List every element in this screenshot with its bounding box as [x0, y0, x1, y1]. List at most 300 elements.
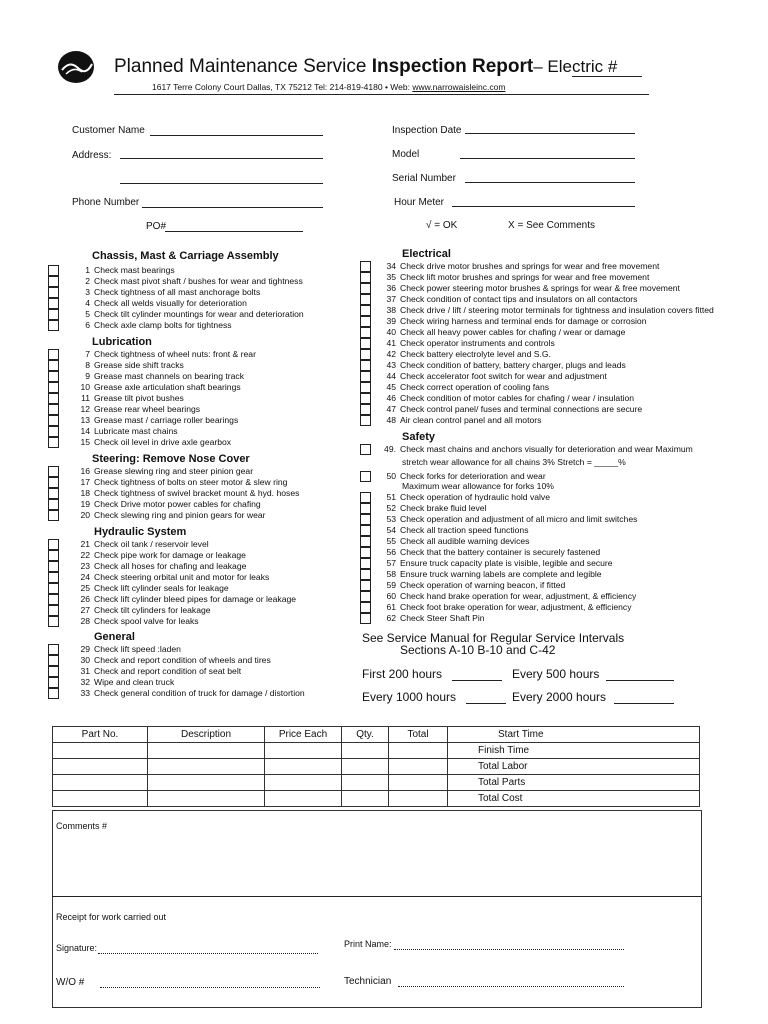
- item-checkbox[interactable]: [360, 492, 371, 503]
- every-1000-field[interactable]: [466, 703, 506, 704]
- checklist-item: [378, 547, 600, 557]
- section-general: General: [94, 631, 135, 643]
- print-name-label: Print Name:: [344, 939, 392, 949]
- checklist-item: [378, 404, 642, 414]
- address-text: 1617 Terre Colony Court Dallas, TX 75212 Tel: 214-819-4180 • Web:: [152, 82, 410, 92]
- item-checkbox[interactable]: [360, 349, 371, 360]
- phone-field[interactable]: [142, 207, 323, 208]
- item-text: Check steering orbital unit and motor for leaks: [94, 572, 270, 582]
- cell[interactable]: [265, 775, 342, 791]
- item-checkbox[interactable]: [48, 605, 59, 616]
- comments-label: Comments #: [56, 821, 108, 831]
- total-parts[interactable]: Total Parts: [448, 775, 700, 791]
- item-number: 11: [81, 393, 90, 403]
- item-checkbox[interactable]: [360, 444, 371, 455]
- item-number: 52: [386, 503, 396, 513]
- checklist-item: [378, 283, 680, 293]
- checklist-item: [402, 481, 554, 491]
- cell[interactable]: [342, 775, 389, 791]
- checklist-item: [378, 393, 634, 403]
- item-text: Check foot brake operation for wear, adjustment, & efficiency: [400, 602, 632, 612]
- item-number: 43: [386, 360, 396, 370]
- item-text: Check slewing ring and pinion gears for wear: [94, 510, 266, 520]
- cell[interactable]: [148, 759, 265, 775]
- item-number: 44: [386, 371, 396, 381]
- cell[interactable]: [53, 775, 148, 791]
- parts-table: [52, 726, 700, 807]
- item-text: Check battery electrolyte level and S.G.: [400, 349, 551, 359]
- section-safety: Safety: [402, 431, 436, 443]
- item-text: Check Steer Shaft Pin: [400, 613, 485, 623]
- item-checkbox[interactable]: [48, 655, 59, 666]
- technician-label: Technician: [344, 976, 392, 987]
- model-label: Model: [392, 149, 420, 160]
- item-number: 6: [85, 320, 90, 330]
- customer-name-field[interactable]: [150, 135, 323, 136]
- cell[interactable]: [389, 775, 448, 791]
- item-checkbox[interactable]: [360, 382, 371, 393]
- section-steering: Steering: Remove Nose Cover: [92, 453, 250, 465]
- checklist-item: [378, 261, 659, 271]
- item-number: 33: [80, 688, 90, 698]
- every-500-field[interactable]: [606, 680, 674, 681]
- checklist-item: [378, 327, 625, 337]
- item-text: Wipe and clean truck: [94, 677, 175, 687]
- item-number: 45: [386, 382, 396, 392]
- checklist-item: [72, 371, 244, 381]
- every-2000-label: Every 2000 hours: [512, 690, 607, 704]
- checklist-item: [72, 309, 304, 319]
- item-checkbox[interactable]: [48, 561, 59, 572]
- item-checkbox[interactable]: [360, 547, 371, 558]
- item-checkbox[interactable]: [48, 309, 59, 320]
- item-checkbox[interactable]: [48, 488, 59, 499]
- item-checkbox[interactable]: [360, 613, 371, 624]
- item-number: 48: [386, 415, 396, 425]
- item-text: Check operator instruments and controls: [400, 338, 555, 348]
- item-checkbox[interactable]: [48, 371, 59, 382]
- item-text: Check mast bearings: [94, 265, 175, 275]
- checklist-item: [72, 655, 271, 665]
- item-number: 51: [386, 492, 396, 502]
- checklist-item: [378, 294, 637, 304]
- po-field[interactable]: [165, 231, 303, 232]
- checklist-item: [378, 569, 602, 579]
- checklist-item: [378, 316, 646, 326]
- checklist-item: [72, 477, 287, 487]
- item-text: Grease slewing ring and steer pinion gear: [94, 466, 254, 476]
- item-number: 37: [386, 294, 396, 304]
- item-checkbox[interactable]: [48, 666, 59, 677]
- item-number: 16: [80, 466, 90, 476]
- checklist-item: [378, 536, 529, 546]
- checklist-item: [378, 580, 565, 590]
- cell[interactable]: [265, 759, 342, 775]
- item-checkbox[interactable]: [360, 393, 371, 404]
- item-checkbox[interactable]: [48, 677, 59, 688]
- checklist-item: [378, 471, 546, 481]
- checklist-item: [402, 457, 626, 467]
- address-field-1[interactable]: [120, 158, 323, 159]
- item-checkbox[interactable]: [48, 594, 59, 605]
- item-number: 4: [85, 298, 90, 308]
- item-text: Check and report condition of seat belt: [94, 666, 242, 676]
- item-text: Check lift cylinder bleed pipes for damage or leakage: [94, 594, 297, 604]
- item-checkbox[interactable]: [360, 360, 371, 371]
- checklist-item: [378, 360, 626, 370]
- item-number: 38: [386, 305, 396, 315]
- item-checkbox[interactable]: [48, 477, 59, 488]
- checklist-item: [72, 677, 174, 687]
- cell[interactable]: [265, 743, 342, 759]
- item-text: Check pipe work for damage or leakage: [94, 550, 246, 560]
- item-text: Check all audible warning devices: [400, 536, 530, 546]
- checklist-item: [378, 503, 486, 513]
- item-checkbox[interactable]: [360, 602, 371, 613]
- cell[interactable]: [389, 743, 448, 759]
- item-number: 36: [386, 283, 396, 293]
- item-number: 19: [80, 499, 90, 509]
- item-checkbox[interactable]: [48, 349, 59, 360]
- item-checkbox[interactable]: [360, 404, 371, 415]
- item-number: 31: [80, 666, 90, 676]
- item-number: 15: [80, 437, 90, 447]
- checklist-item: [378, 525, 529, 535]
- item-checkbox[interactable]: [48, 320, 59, 331]
- table-row: [53, 775, 700, 791]
- item-number: 32: [80, 677, 90, 687]
- item-text: Check oil level in drive axle gearbox: [94, 437, 232, 447]
- checklist-item: [378, 492, 550, 502]
- item-text: Ensure truck capacity plate is visible, legible and secure: [400, 558, 613, 568]
- hour-meter-label: Hour Meter: [394, 197, 445, 208]
- checklist-item: [72, 426, 178, 436]
- item-text: Check that the battery container is securely fastened: [400, 547, 601, 557]
- cell[interactable]: [389, 791, 448, 807]
- item-number: 58: [386, 569, 396, 579]
- item-checkbox[interactable]: [360, 525, 371, 536]
- item-text: Check accelerator foot switch for wear and adjustment: [400, 371, 607, 381]
- item-checkbox[interactable]: [48, 426, 59, 437]
- cell[interactable]: [148, 791, 265, 807]
- item-number: 56: [386, 547, 396, 557]
- item-number: 5: [85, 309, 90, 319]
- technician-field[interactable]: [398, 986, 624, 987]
- item-number: 27: [80, 605, 90, 615]
- item-checkbox[interactable]: [48, 287, 59, 298]
- checklist-item: [72, 393, 184, 403]
- item-number: 47: [386, 404, 396, 414]
- website-link[interactable]: www.narrowaisleinc.com: [412, 82, 506, 92]
- item-text: Check wiring harness and terminal ends for damage or corrosion: [400, 316, 647, 326]
- checklist-item: [378, 338, 555, 348]
- item-text: Check condition of motor cables for chafing / wear / insulation: [400, 393, 635, 403]
- item-number: 23: [80, 561, 90, 571]
- col-part-no: Part No.: [53, 727, 148, 743]
- item-number: 25: [80, 583, 90, 593]
- item-text: Check axle clamp bolts for tightness: [94, 320, 232, 330]
- item-text: Check all traction speed functions: [400, 525, 529, 535]
- first-200-field[interactable]: [452, 680, 502, 681]
- every-2000-field[interactable]: [614, 703, 674, 704]
- checklist-item: [72, 510, 266, 520]
- checklist-item: [72, 349, 256, 359]
- item-number: 53: [386, 514, 396, 524]
- checklist-item: [378, 558, 613, 568]
- total-cost[interactable]: Total Cost: [448, 791, 700, 807]
- item-text: Check tightness of swivel bracket mount & hyd. hoses: [94, 488, 300, 498]
- cell[interactable]: [342, 759, 389, 775]
- item-checkbox[interactable]: [360, 569, 371, 580]
- item-number: 35: [386, 272, 396, 282]
- checklist-item: [378, 591, 636, 601]
- wo-field[interactable]: [100, 987, 320, 988]
- item-number: 3: [85, 287, 90, 297]
- item-checkbox[interactable]: [360, 294, 371, 305]
- table-row: [53, 759, 700, 775]
- service-sections: Sections A-10 B-10 and C-42: [400, 643, 556, 657]
- item-text: Check tightness of all mast anchorage bolts: [94, 287, 261, 297]
- every-500-label: Every 500 hours: [512, 667, 600, 681]
- item-number: 17: [80, 477, 90, 487]
- item-text: Maximum wear allowance for forks 10%: [402, 481, 554, 491]
- checklist-item: [72, 360, 184, 370]
- item-number: 12: [80, 404, 90, 414]
- title-main: Planned Maintenance Service: [114, 56, 367, 77]
- item-text: Check tightness of bolts on steer motor & slew ring: [94, 477, 288, 487]
- item-number: 13: [80, 415, 90, 425]
- checklist-item: [72, 320, 232, 330]
- item-text: Check operation of hydraulic hold valve: [400, 492, 551, 502]
- cell[interactable]: [148, 775, 265, 791]
- first-200-label: First 200 hours: [362, 667, 443, 681]
- item-checkbox[interactable]: [48, 298, 59, 309]
- item-text: Check brake fluid level: [400, 503, 487, 513]
- item-text: Check mast pivot shaft / bushes for wear and tightness: [94, 276, 303, 286]
- signature-field[interactable]: [98, 953, 318, 954]
- checklist-item: [378, 602, 632, 612]
- item-checkbox[interactable]: [360, 371, 371, 382]
- checklist-item: [72, 572, 269, 582]
- item-number: 22: [80, 550, 90, 560]
- checklist-item: [72, 404, 200, 414]
- title-rest: – Electric #: [533, 57, 618, 76]
- item-number: 30: [80, 655, 90, 665]
- item-text: Check all hoses for chafing and leakage: [94, 561, 247, 571]
- item-number: 60: [386, 591, 396, 601]
- item-text: stretch wear allowance for all chains 3% Stretch = _____%: [402, 457, 626, 467]
- total-labor[interactable]: Total Labor: [448, 759, 700, 775]
- cell[interactable]: [389, 759, 448, 775]
- cell[interactable]: [342, 791, 389, 807]
- finish-time[interactable]: Finish Time: [448, 743, 700, 759]
- item-checkbox[interactable]: [48, 437, 59, 448]
- item-checkbox[interactable]: [360, 503, 371, 514]
- item-number: 2: [85, 276, 90, 286]
- item-number: 55: [386, 536, 396, 546]
- checklist-item: [378, 371, 607, 381]
- checklist-item: [72, 605, 211, 615]
- start-time[interactable]: Start Time: [448, 727, 700, 743]
- item-checkbox[interactable]: [48, 616, 59, 627]
- section-chassis: Chassis, Mast & Carriage Assembly: [92, 250, 279, 262]
- item-checkbox[interactable]: [48, 393, 59, 404]
- checklist-item: [72, 688, 305, 698]
- serial-field[interactable]: [465, 182, 635, 183]
- item-text: Check operation and adjustment of all micro and limit switches: [400, 514, 638, 524]
- item-number: 29: [80, 644, 90, 654]
- item-checkbox[interactable]: [360, 327, 371, 338]
- checklist-item: [72, 561, 246, 571]
- ok-legend: √ = OK: [426, 220, 458, 231]
- item-checkbox[interactable]: [48, 499, 59, 510]
- item-number: 7: [85, 349, 90, 359]
- item-text: Grease tilt pivot bushes: [94, 393, 184, 403]
- item-number: 34: [386, 261, 396, 271]
- checklist-item: [72, 616, 199, 626]
- inspection-date-field[interactable]: [465, 133, 635, 134]
- item-checkbox[interactable]: [48, 382, 59, 393]
- item-text: Ensure truck warning labels are complete and legible: [400, 569, 602, 579]
- item-text: Check operation of warning beacon, if fitted: [400, 580, 566, 590]
- cell[interactable]: [53, 743, 148, 759]
- item-checkbox[interactable]: [48, 415, 59, 426]
- item-number: 28: [80, 616, 90, 626]
- checklist-item: [378, 444, 693, 454]
- every-1000-label: Every 1000 hours: [362, 690, 457, 704]
- item-checkbox[interactable]: [48, 550, 59, 561]
- item-number: 50: [386, 471, 396, 481]
- item-text: Check condition of battery, battery charger, plugs and leads: [400, 360, 626, 370]
- item-text: Check lift cylinder seals for leakage: [94, 583, 229, 593]
- checklist-item: [378, 305, 714, 315]
- company-address: [152, 82, 505, 92]
- item-checkbox[interactable]: [48, 688, 59, 699]
- item-checkbox[interactable]: [48, 510, 59, 521]
- item-checkbox[interactable]: [360, 338, 371, 349]
- item-text: Grease axle articulation shaft bearings: [94, 382, 241, 392]
- checklist-item: [72, 583, 229, 593]
- item-number: 14: [80, 426, 90, 436]
- item-number: 59: [386, 580, 396, 590]
- service-manual-note: See Service Manual for Regular Service Intervals: [362, 631, 625, 645]
- item-checkbox[interactable]: [48, 404, 59, 415]
- item-checkbox[interactable]: [360, 580, 371, 591]
- checklist-item: [72, 466, 253, 476]
- item-text: Check tilt cylinder mountings for wear and deterioration: [94, 309, 304, 319]
- table-row: [53, 743, 700, 759]
- cell[interactable]: [53, 791, 148, 807]
- checklist-item: [72, 298, 247, 308]
- item-checkbox[interactable]: [48, 265, 59, 276]
- item-checkbox[interactable]: [360, 272, 371, 283]
- item-number: 26: [80, 594, 90, 604]
- checklist-item: [378, 514, 637, 524]
- item-number: 42: [386, 349, 396, 359]
- item-checkbox[interactable]: [360, 283, 371, 294]
- wo-label: W/O #: [56, 977, 85, 988]
- checklist-item: [72, 437, 231, 447]
- item-text: Check tilt cylinders for leakage: [94, 605, 211, 615]
- checklist-item: [72, 488, 299, 498]
- item-checkbox[interactable]: [360, 305, 371, 316]
- checklist-item: [72, 499, 261, 509]
- item-text: Check mast chains and anchors visually for deterioration and wear Maximum: [400, 444, 693, 454]
- address-field-2[interactable]: [120, 183, 323, 184]
- print-name-field[interactable]: [394, 949, 624, 950]
- item-text: Check Drive motor power cables for chafing: [94, 499, 261, 509]
- address-label: Address:: [72, 150, 112, 161]
- phone-label: Phone Number: [72, 197, 140, 208]
- model-field[interactable]: [460, 158, 635, 159]
- item-checkbox[interactable]: [360, 514, 371, 525]
- item-checkbox[interactable]: [48, 360, 59, 371]
- checklist-item: [378, 613, 485, 623]
- po-label: PO#: [146, 221, 167, 232]
- electric-number-line[interactable]: [572, 76, 642, 77]
- item-checkbox[interactable]: [48, 644, 59, 655]
- company-logo: [56, 50, 96, 84]
- hour-meter-field[interactable]: [452, 206, 635, 207]
- item-checkbox[interactable]: [48, 572, 59, 583]
- item-text: Check all welds visually for deterioration: [94, 298, 247, 308]
- cell[interactable]: [265, 791, 342, 807]
- item-number: 39: [386, 316, 396, 326]
- item-number: 41: [386, 338, 396, 348]
- item-number: 21: [80, 539, 90, 549]
- item-text: Check oil tank / reservoir level: [94, 539, 209, 549]
- checklist-item: [72, 415, 238, 425]
- checklist-item: [72, 666, 241, 676]
- cell[interactable]: [53, 759, 148, 775]
- item-checkbox[interactable]: [48, 276, 59, 287]
- serial-label: Serial Number: [392, 173, 456, 184]
- cell[interactable]: [342, 743, 389, 759]
- item-text: Check tightness of wheel nuts: front & rear: [94, 349, 256, 359]
- table-row: [53, 791, 700, 807]
- checklist-item: [72, 276, 303, 286]
- section-hydraulic: Hydraulic System: [94, 526, 187, 538]
- item-checkbox[interactable]: [360, 536, 371, 547]
- item-number: 49.: [384, 444, 396, 454]
- table-header-row: [53, 727, 700, 743]
- col-qty: Qty.: [342, 727, 389, 743]
- item-number: 9: [85, 371, 90, 381]
- item-number: 57: [386, 558, 396, 568]
- item-text: Check lift motor brushes and springs for wear and free movement: [400, 272, 650, 282]
- item-text: Check lift speed :laden: [94, 644, 181, 654]
- item-checkbox[interactable]: [360, 471, 371, 482]
- item-checkbox[interactable]: [48, 539, 59, 550]
- checklist-item: [72, 382, 241, 392]
- item-checkbox[interactable]: [48, 466, 59, 477]
- item-checkbox[interactable]: [360, 316, 371, 327]
- item-checkbox[interactable]: [360, 591, 371, 602]
- item-text: Check forks for deterioration and wear: [400, 471, 546, 481]
- checklist-item: [378, 349, 551, 359]
- item-checkbox[interactable]: [48, 583, 59, 594]
- item-text: Grease mast channels on bearing track: [94, 371, 244, 381]
- cell[interactable]: [148, 743, 265, 759]
- item-checkbox[interactable]: [360, 261, 371, 272]
- item-number: 46: [386, 393, 396, 403]
- item-checkbox[interactable]: [360, 558, 371, 569]
- item-text: Grease mast / carriage roller bearings: [94, 415, 239, 425]
- title-bold: Inspection Report: [371, 56, 534, 77]
- col-price-each: Price Each: [265, 727, 342, 743]
- item-checkbox[interactable]: [360, 415, 371, 426]
- item-text: Grease side shift tracks: [94, 360, 184, 370]
